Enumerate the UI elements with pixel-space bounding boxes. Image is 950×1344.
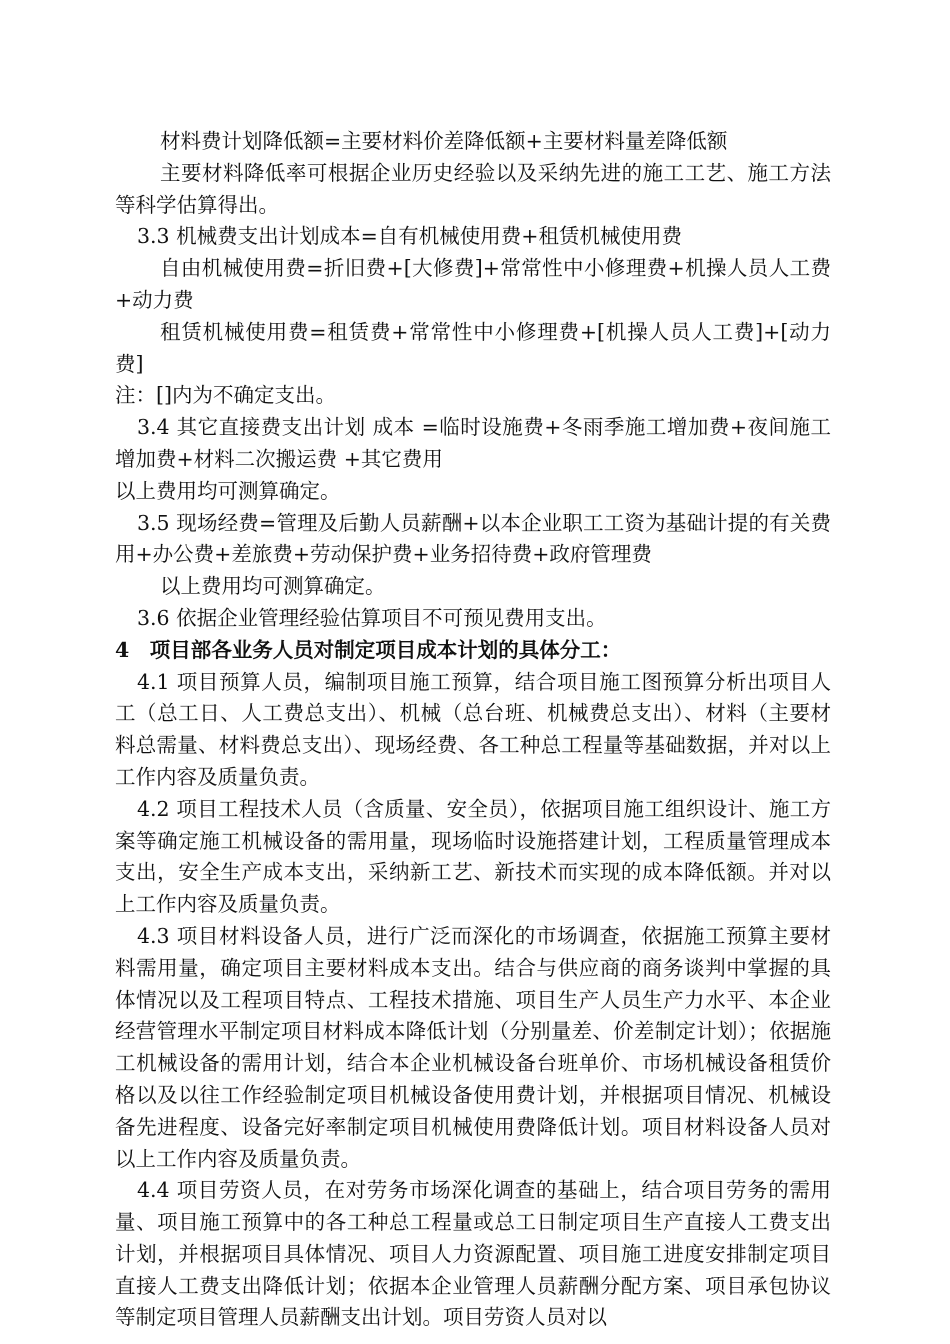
paragraph-material-reduction-rate: 主要材料降低率可根据企业历史经验以及采纳先进的施工工艺、施工方法等科学估算得出。 [115,160,831,217]
paragraph-3-6: 3.6 依据企业管理经验估算项目不可预见费用支出。 [137,605,607,630]
paragraph-4-4: 4.4 项目劳资人员，在对劳务市场深化调查的基础上，结合项目劳务的需用量、项目施工预算中的各工种总工程量或总工日制定项目生产直接人工费支出计划，并根据项目具体情况、项目人力资源配置、项目施工进度安排制定项目直接人工费支出降低计划；依据本企业管理人员薪酬分配方案、项目承包协议等制定项目管理人员薪酬支出计划。项目劳资人员对以 [115,1178,831,1330]
paragraph-measurable-1: 以上费用均可测算确定。 [115,478,341,503]
paragraph-note: 注：[]内为不确定支出。 [115,383,336,408]
paragraph-4-1: 4.1 项目预算人员，编制项目施工预算，结合项目施工图预算分析出项目人工（总工日、人工费总支出）、机械（总台班、机械费总支出）、材料（主要材料总需量、材料费总支出）、现场经费、各工种总工程量等基础数据，并对以上工作内容及质量负责。 [115,669,831,789]
paragraph-measurable-2: 以上费用均可测算确定。 [160,574,386,599]
paragraph-4-3: 4.3 项目材料设备人员，进行广泛而深化的市场调查，依据施工预算主要材料需用量，确定项目主要材料成本支出。结合与供应商的商务谈判中掌握的具体情况以及工程项目特点、工程技术措施、项目生产人员生产力水平、本企业经营管理水平制定项目材料成本降低计划（分别量差、价差制定计划）；依据施工机械设备的需用计划，结合本企业机械设备台班单价、市场机械设备租赁价格以及以往工作经验制定项目机械设备使用费计划，并根据项目情况、机械设备先进程度、设备完好率制定项目机械使用费降低计划。项目材料设备人员对以上工作内容及质量负责。 [115,923,831,1171]
paragraph-leased-machine-cost: 租赁机械使用费=租赁费+常常性中小修理费+[机操人员人工费]+[动力费] [115,319,831,376]
paragraph-3-4: 3.4 其它直接费支出计划 成本 =临时设施费+冬雨季施工增加费+夜间施工增加费+材料二次搬运费 +其它费用 [115,415,831,471]
paragraph-own-machine-cost: 自由机械使用费=折旧费+[大修费]+常常性中小修理费+机操人员人工费+动力费 [115,256,831,312]
paragraph-4-2: 4.2 项目工程技术人员（含质量、安全员），依据项目施工组织设计、施工方案等确定施工机械设备的需用量，现场临时设施搭建计划，工程质量管理成本支出，安全生产成本支出，采纳新工艺、新技术而实现的成本降低额。并对以上工作内容及质量负责。 [115,796,831,917]
paragraph-3-5: 3.5 现场经费=管理及后勤人员薪酬+以本企业职工工资为基础计提的有关费用+办公费+差旅费+劳动保护费+业务招待费+政府管理费 [115,510,831,567]
paragraph-material-reduction-formula: 材料费计划降低额=主要材料价差降低额+主要材料量差降低额 [160,129,728,153]
section-heading-4: 4 项目部各业务人员对制定项目成本计划的具体分工： [115,637,622,662]
body-text [115,126,831,1334]
paragraph-3-3: 3.3 机械费支出计划成本=自有机械使用费+租赁机械使用费 [137,224,682,249]
